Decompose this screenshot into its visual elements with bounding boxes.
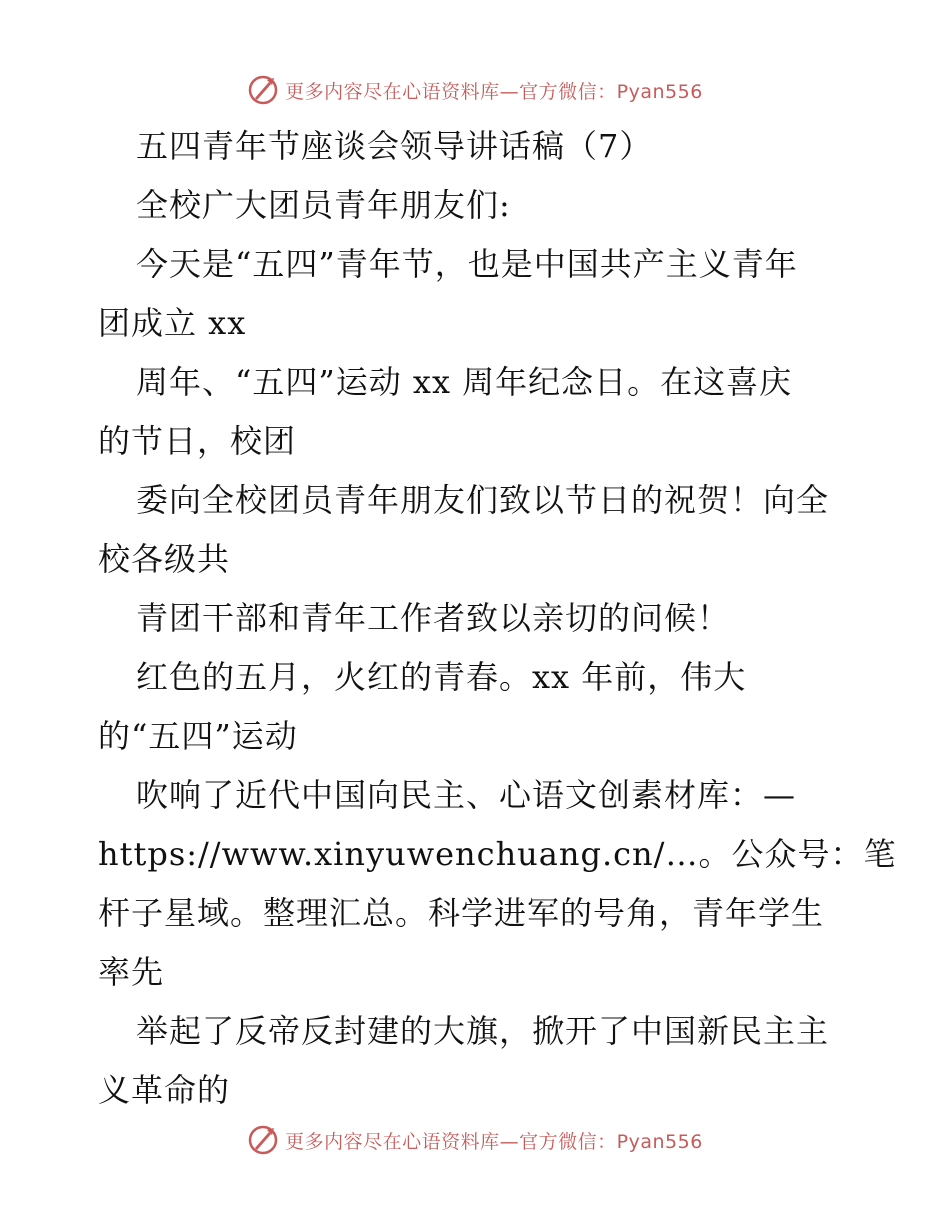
text-line: 团成立 xx: [98, 304, 247, 342]
text-line: 的“五四”运动: [98, 717, 298, 755]
text-line: 率先: [98, 953, 165, 991]
text-line: 校各级共: [98, 540, 231, 578]
text-line: 红色的五月，火红的青春。xx 年前，伟大: [136, 658, 747, 696]
text-line: 义革命的: [98, 1071, 231, 1109]
quill-circle-icon: [247, 74, 279, 106]
text-line: 杆子星域。整理汇总。科学进军的号角，青年学生: [98, 894, 825, 932]
footer-watermark: [0, 1120, 950, 1160]
watermark-text: 更多内容尽在心语资料库—官方微信：Pyan556: [285, 1130, 703, 1153]
salutation: 全校广大团员青年朋友们:: [136, 186, 511, 224]
text-line: 青团干部和青年工作者致以亲切的问候！: [136, 599, 731, 637]
text-line: 委向全校团员青年朋友们致以节日的祝贺！向全: [136, 481, 830, 519]
watermark-text: 更多内容尽在心语资料库—官方微信：Pyan556: [285, 80, 703, 103]
text-line: 的节日，校团: [98, 422, 297, 460]
document-title: 五四青年节座谈会领导讲话稿（7）: [136, 127, 653, 165]
brand: [247, 1124, 703, 1156]
text-line: 吹响了近代中国向民主、心语文创素材库：—: [136, 776, 797, 814]
quill-circle-icon: [247, 1124, 279, 1156]
header-watermark: [0, 70, 950, 110]
text-line: 周年、“五四”运动 xx 周年纪念日。在这喜庆: [136, 363, 793, 401]
text-line: 举起了反帝反封建的大旗，掀开了中国新民主主: [136, 1012, 830, 1050]
brand: [247, 74, 703, 106]
text-line: 今天是“五四”青年节，也是中国共产主义青年: [136, 245, 798, 283]
text-line: https://www.xinyuwenchuang.cn/…。公众号：笔: [98, 835, 897, 873]
